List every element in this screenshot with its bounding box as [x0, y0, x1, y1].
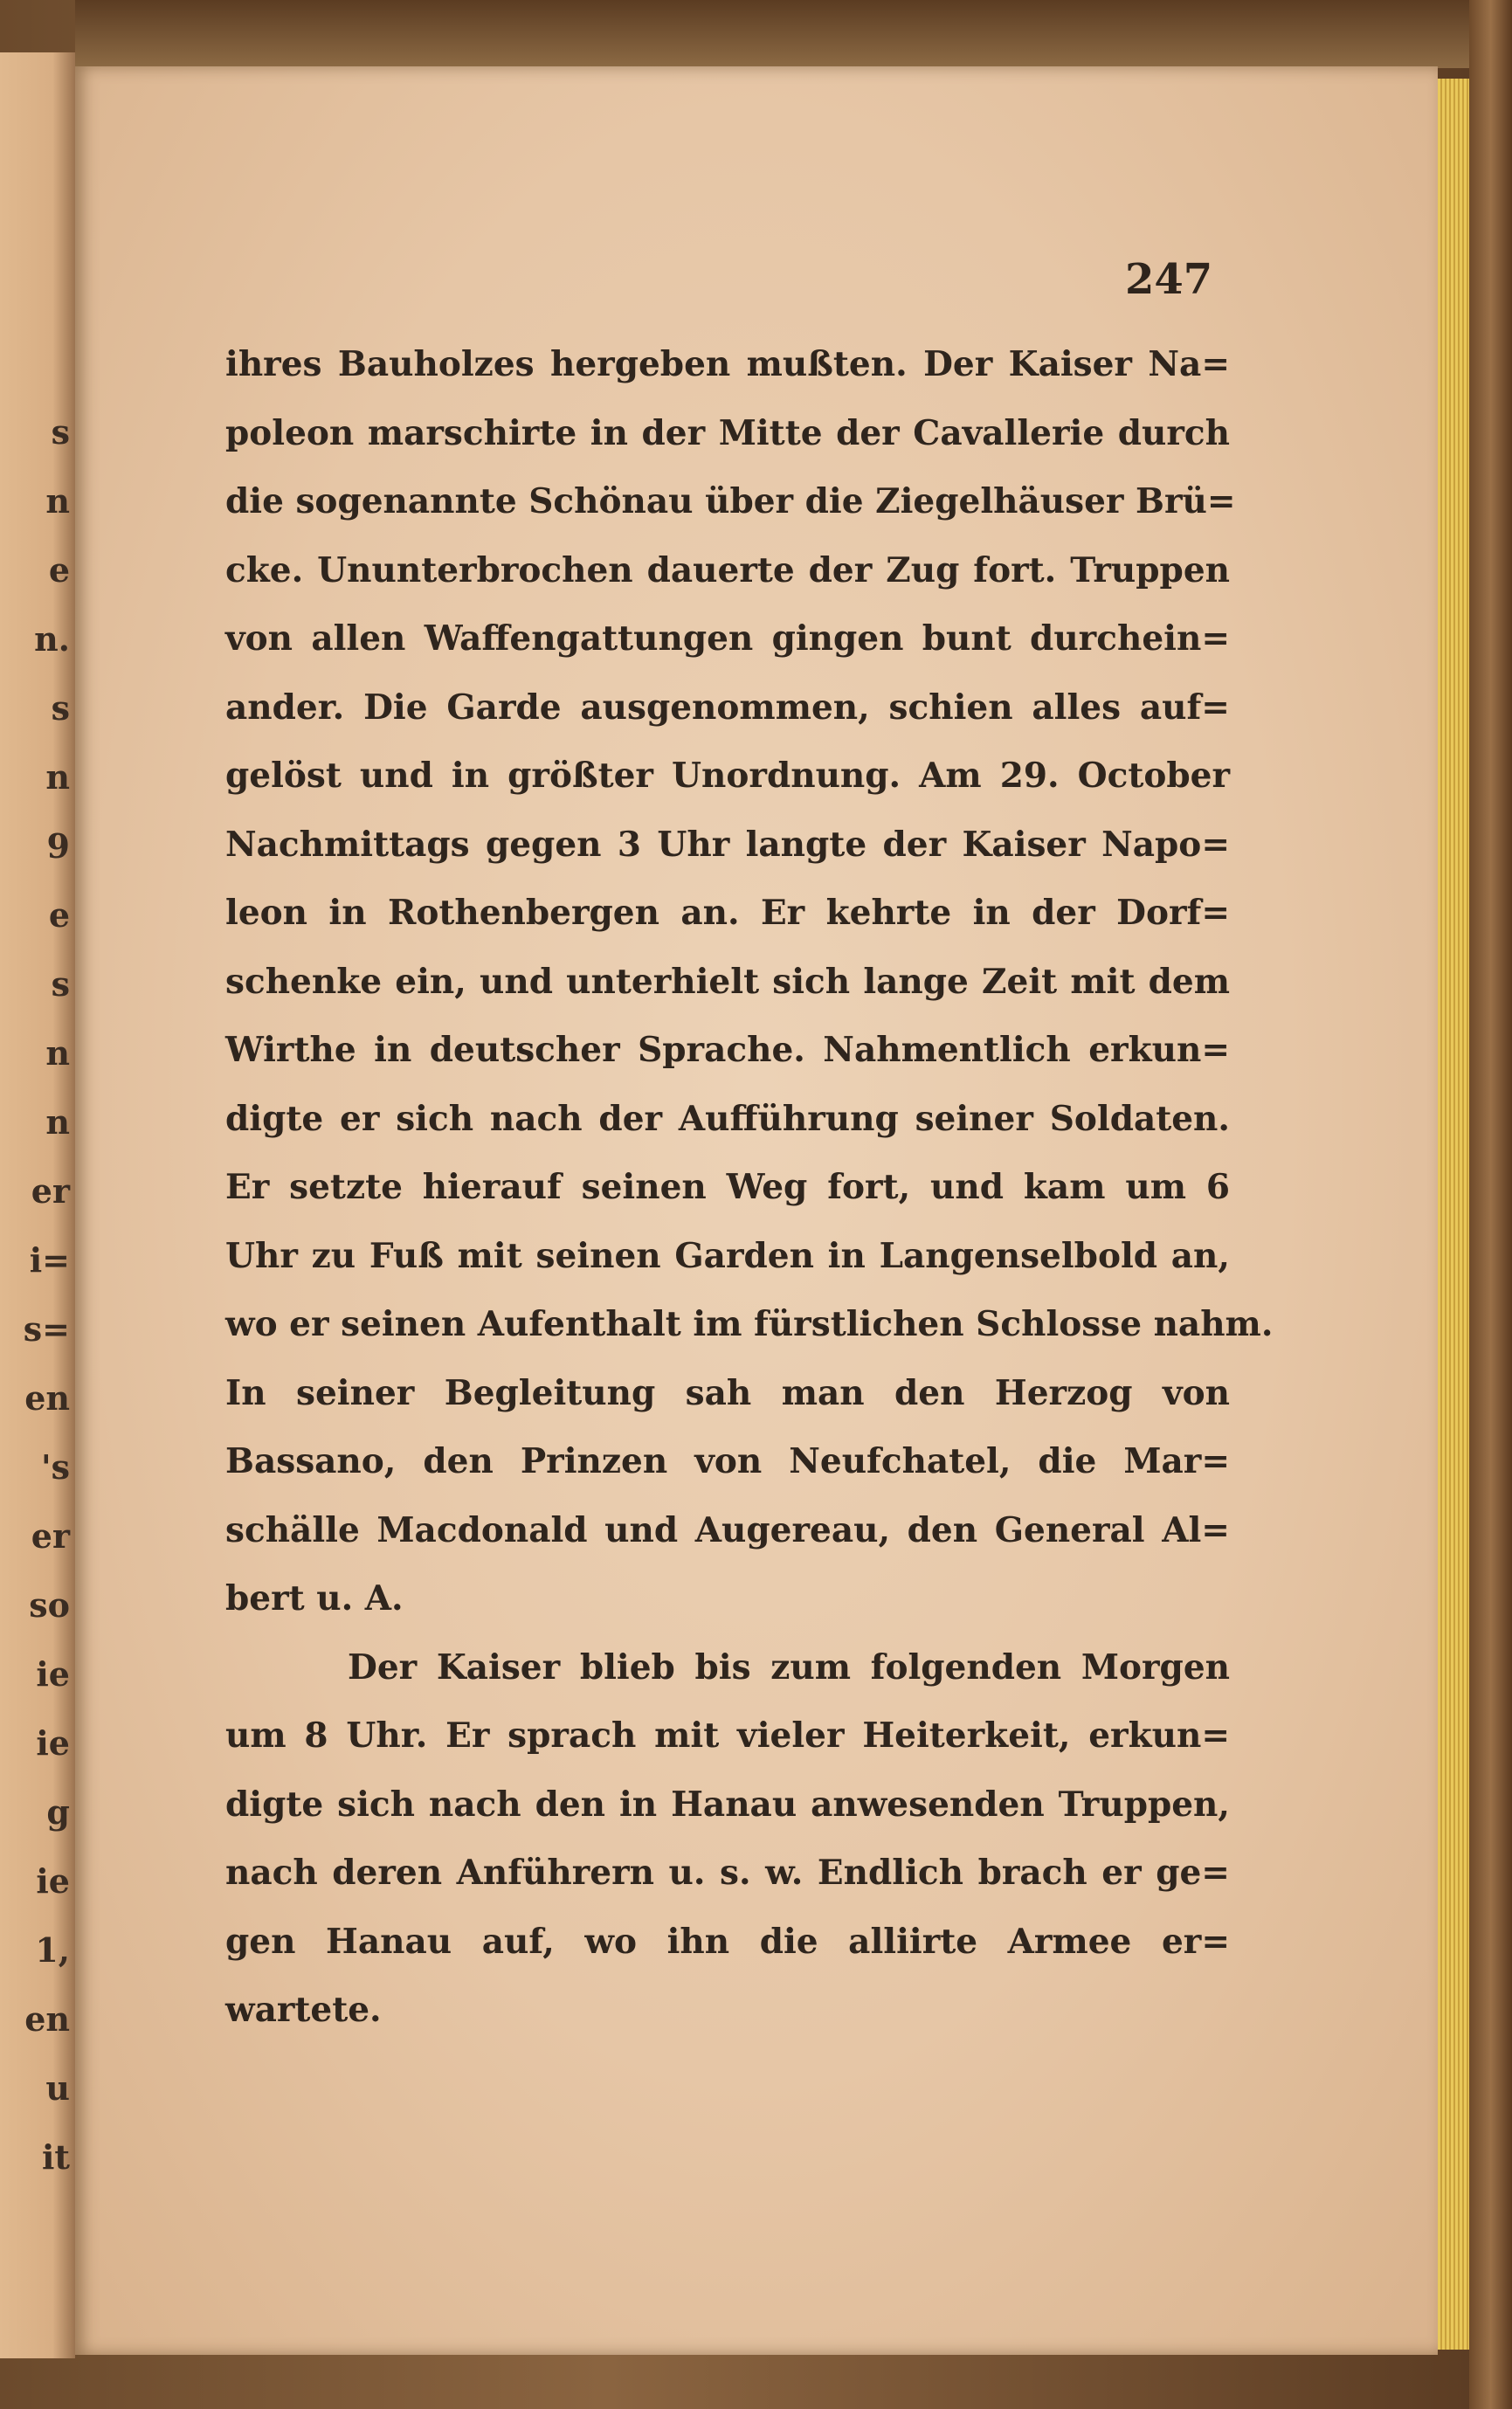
text-line: um 8 Uhr. Er sprach mit vieler Heiterkeit, erkun=	[225, 1715, 1230, 1756]
left-fragment: n.	[34, 619, 70, 659]
text-line: wo er seinen Aufenthalt im fürstlichen Schlosse nahm.	[225, 1304, 1274, 1344]
left-fragment: e	[48, 895, 70, 935]
left-fragment: s	[51, 964, 70, 1004]
left-fragment: en	[24, 1999, 70, 2039]
text-line: die sogenannte Schönau über die Ziegelhäuser Brü=	[225, 481, 1236, 521]
text-line: digte sich nach den in Hanau anwesenden Truppen,	[225, 1784, 1230, 1825]
text-line: leon in Rothenbergen an. Er kehrte in der Dorf=	[225, 893, 1230, 933]
left-fragment: ie	[36, 1861, 70, 1901]
text-line: In seiner Begleitung sah man den Herzog von	[225, 1372, 1230, 1413]
left-fragment: s	[51, 412, 70, 452]
left-fragment: s=	[23, 1309, 70, 1349]
left-fragment: e	[48, 550, 70, 590]
left-fragment: ie	[36, 1723, 70, 1763]
page-number: 247	[1125, 255, 1213, 304]
left-fragment: it	[42, 2137, 70, 2177]
text-line: wartete.	[225, 1990, 382, 2030]
text-line: Nachmittags gegen 3 Uhr langte der Kaiser Napo=	[225, 824, 1230, 865]
left-fragment: 9	[46, 826, 70, 866]
text-line: digte er sich nach der Aufführung seiner Soldaten.	[225, 1098, 1230, 1139]
left-page-text-fragments	[0, 397, 70, 2192]
text-line: Uhr zu Fuß mit seinen Garden in Langenselbold an,	[225, 1235, 1230, 1276]
text-line: gelöst und in größter Unordnung. Am 29. October	[225, 756, 1230, 796]
text-line: schälle Macdonald und Augereau, den General Al=	[225, 1509, 1230, 1550]
text-line: ihres Bauholzes hergeben mußten. Der Kaiser Na=	[225, 344, 1230, 384]
left-fragment: i=	[29, 1240, 70, 1280]
left-fragment: er	[31, 1171, 70, 1211]
left-fragment: so	[29, 1585, 70, 1625]
left-fragment: n	[45, 481, 70, 521]
left-fragment: 's	[40, 1447, 70, 1487]
left-page-edge	[0, 52, 75, 2358]
left-fragment: u	[45, 2068, 70, 2108]
text-line: Er setzte hierauf seinen Weg fort, und kam um 6	[225, 1167, 1230, 1207]
book-cover-right	[1469, 0, 1512, 2409]
text-line: poleon marschirte in der Mitte der Cavallerie durch	[225, 412, 1230, 453]
book-cover-top	[75, 0, 1473, 68]
text-line: cke. Ununterbrochen dauerte der Zug fort. Truppen	[225, 549, 1230, 590]
text-line: ander. Die Garde ausgenommen, schien alles auf=	[225, 687, 1230, 728]
left-fragment: en	[24, 1378, 70, 1418]
left-fragment: s	[51, 688, 70, 728]
text-line: Wirthe in deutscher Sprache. Nahmentlich erkun=	[225, 1030, 1230, 1070]
left-fragment: n	[45, 1033, 70, 1073]
page-edges	[1438, 79, 1469, 2350]
text-line: bert u. A.	[225, 1578, 404, 1619]
text-line: gen Hanau auf, wo ihn die alliirte Armee er=	[225, 1921, 1230, 1962]
left-fragment: er	[31, 1516, 70, 1556]
text-line: nach deren Anführern u. s. w. Endlich brach er ge=	[225, 1853, 1230, 1893]
left-fragment: 1,	[35, 1930, 70, 1970]
text-line: von allen Waffengattungen gingen bunt durchein=	[225, 618, 1230, 659]
text-line: Bassano, den Prinzen von Neufchatel, die Mar=	[225, 1441, 1230, 1481]
left-fragment: n	[45, 757, 70, 797]
left-fragment: g	[46, 1792, 70, 1832]
body-text	[225, 330, 1274, 2045]
left-fragment: ie	[36, 1654, 70, 1694]
text-line: Der Kaiser blieb bis zum folgenden Morgen	[348, 1646, 1230, 1688]
left-fragment: n	[45, 1102, 70, 1142]
text-line: schenke ein, und unterhielt sich lange Zeit mit dem	[225, 961, 1230, 1002]
